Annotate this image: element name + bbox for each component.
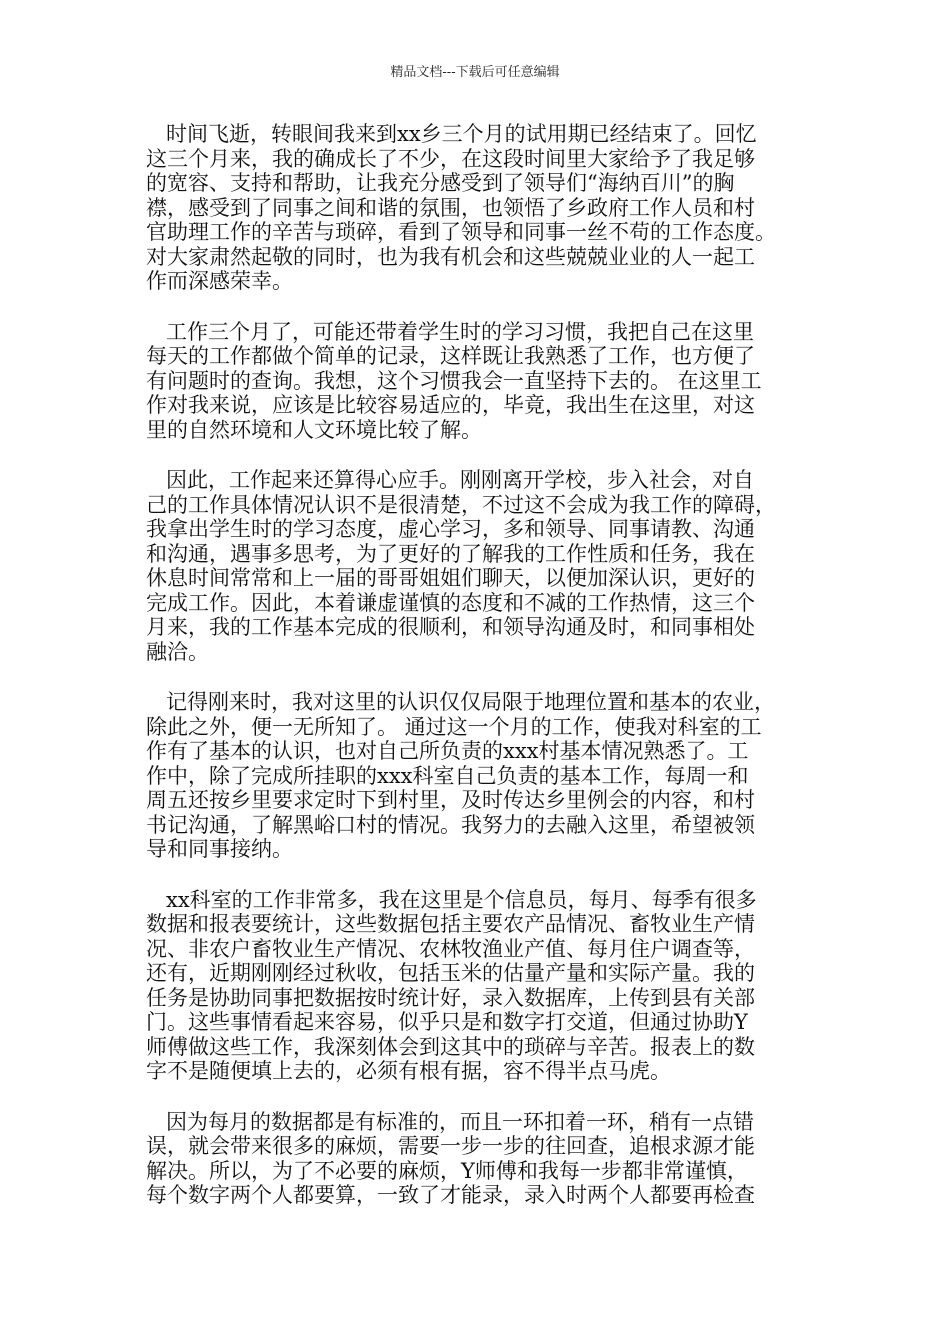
text-line: 门。这些事情看起来容易，似乎只是和数字打交道，但通过协助Y [146,1010,748,1034]
text-line: 作中，除了完成所挂职的xxx科室自己负责的基本工作，每周一和 [146,763,749,788]
text-line: 记得刚来时，我对这里的认识仅仅局限于地理位置和基本的农业， [166,690,775,714]
text-line: 每天的工作都做个简单的记录，这样既让我熟悉了工作，也方便了 [146,344,755,368]
text-line: 休息时间常常和上一届的哥哥姐姐们聊天，以便加深认识，更好的 [146,566,755,590]
text-line: 对大家肃然起敬的同时，也为我有机会和这些兢兢业业的人一起工 [146,244,755,269]
paragraph [146,320,826,443]
text-line: 因此，工作起来还算得心应手。刚刚离开学校，步入社会，对自 [166,468,754,492]
text-line: 官助理工作的辛苦与琐碎，看到了领导和同事一丝不苟的工作态度。 [146,220,776,244]
paragraph [146,1110,826,1208]
text-line: 作有了基本的认识，也对自己所负责的xxx村基本情况熟悉了。工 [146,739,749,763]
text-line: 我拿出学生时的学习态度，虚心学习，多和领导、同事请教、沟通 [146,517,755,541]
text-line: 数据和报表要统计，这些数据包括主要农产品情况、畜牧业生产情 [146,912,755,936]
text-line: 作而深感荣幸。 [146,269,293,293]
text-line: 周五还按乡里要求定时下到村里，及时传达乡里例会的内容，和村 [146,788,755,812]
text-line: 任务是协助同事把数据按时统计好，录入数据库，上传到县有关部 [146,985,755,1010]
text-line: 字不是随便填上去的，必须有根有据，容不得半点马虎。 [146,1059,671,1083]
paragraph [146,690,826,862]
text-line: 书记沟通，了解黑峪口村的情况。我努力的去融入这里，希望被领 [146,812,755,837]
paragraph [146,468,826,664]
paragraph [146,122,826,294]
text-line: 襟，感受到了同事之间和谐的氛围，也领悟了乡政府工作人员和村 [146,195,755,220]
paragraph [146,888,826,1084]
page-header: 精品文档---下载后可任意编辑 [390,65,560,80]
text-line: 除此之外，便一无所知了。 通过这一个月的工作，使我对科室的工 [146,714,762,739]
text-line: 还有，近期刚刚经过秋收，包括玉米的估量产量和实际产量。我的 [146,961,755,985]
text-line: 工作三个月了，可能还带着学生时的学习习惯，我把自己在这里 [166,319,754,344]
text-line: 每个数字两个人都要算，一致了才能录，录入时两个人都要再检查 [146,1183,755,1207]
text-line: 的宽容、支持和帮助，让我充分感受到了领导们“海纳百川”的胸 [146,171,735,195]
text-line: 况、非农户畜牧业生产情况、农林牧渔业产值、每月住户调查等， [146,936,755,961]
text-line: 己的工作具体情况认识不是很清楚，不过这不会成为我工作的障碍， [146,492,776,517]
text-line: 师傅做这些工作，我深刻体会到这其中的琐碎与辛苦。报表上的数 [146,1034,755,1059]
text-line: 和沟通，遇事多思考，为了更好的了解我的工作性质和任务，我在 [146,541,755,566]
text-line: 作对我来说，应该是比较容易适应的，毕竟，我出生在这里，对这 [146,393,755,417]
text-line: 融洽。 [146,639,209,664]
text-line: 导和同事接纳。 [146,837,293,861]
text-line: 解决。所以，为了不必要的麻烦，Y师傅和我每一步都非常谨慎， [146,1158,748,1183]
document-body [146,122,826,1234]
text-line: 有问题时的查询。我想，这个习惯我会一直坚持下去的。 在这里工 [146,368,762,393]
text-line: 时间飞逝，转眼间我来到xx乡三个月的试用期已经结束了。回忆 [166,122,757,146]
text-line: 里的自然环境和人文环境比较了解。 [146,417,482,442]
text-line: 因为每月的数据都是有标准的，而且一环扣着一环，稍有一点错 [166,1109,754,1134]
text-line: 月来，我的工作基本完成的很顺利，和领导沟通及时，和同事相处 [146,615,755,639]
text-line: 误，就会带来很多的麻烦，需要一步一步的往回查，追根求源才能 [146,1134,755,1158]
text-line: xx科室的工作非常多，我在这里是个信息员，每月、每季有很多 [166,887,757,912]
text-line: 完成工作。因此，本着谦虚谨慎的态度和不减的工作热情，这三个 [146,590,755,615]
text-line: 这三个月来，我的确成长了不少，在这段时间里大家给予了我足够 [146,146,755,171]
